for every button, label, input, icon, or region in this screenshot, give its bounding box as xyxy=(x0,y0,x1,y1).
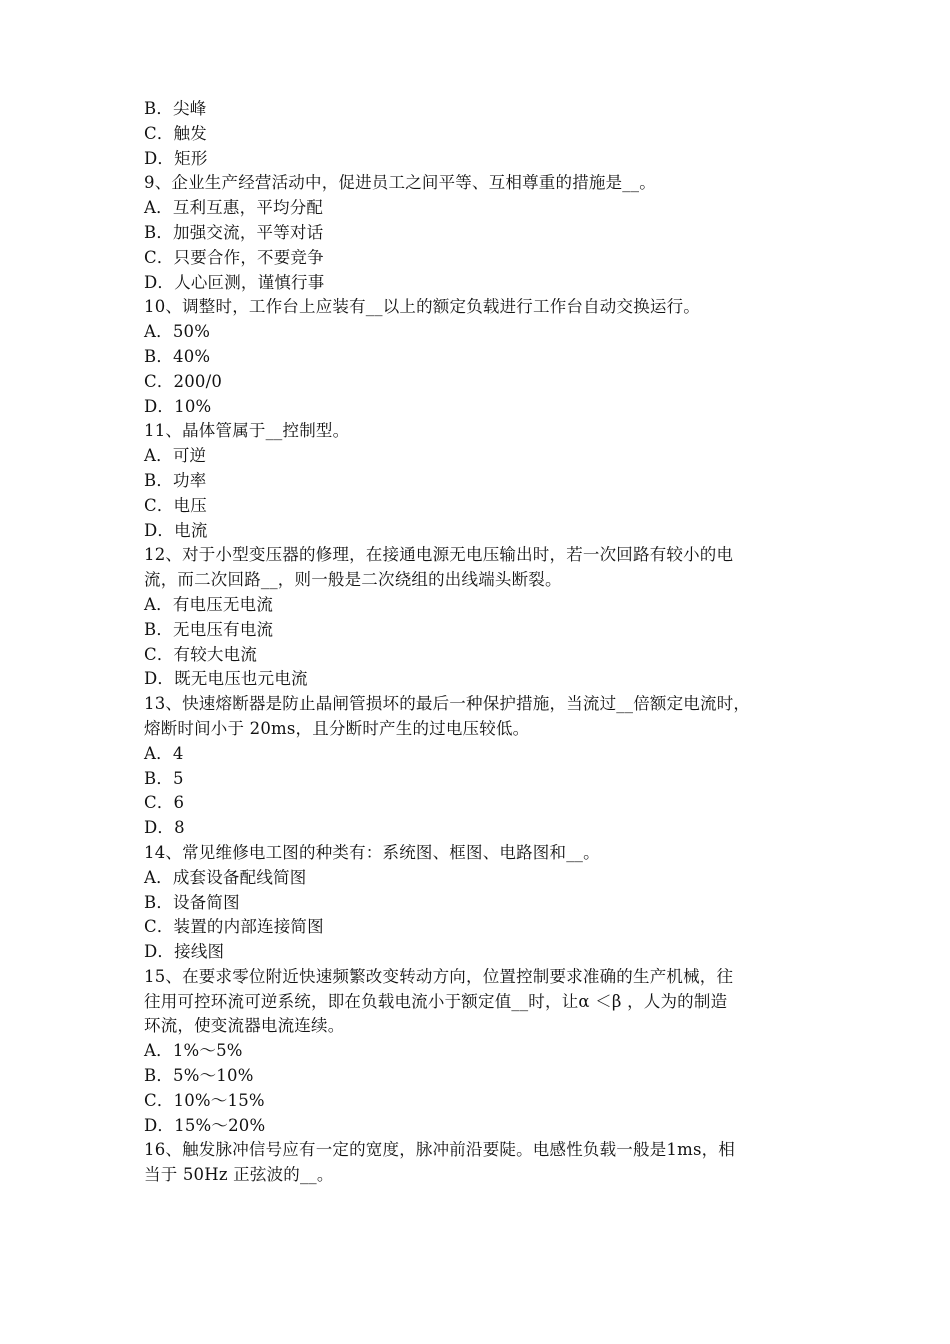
answer-option-line: B．尖峰 xyxy=(144,99,207,118)
question-text-line: 11、晶体管属于__控制型。 xyxy=(144,421,350,441)
answer-option-line: C．电压 xyxy=(144,495,207,515)
answer-option-line: B．40% xyxy=(144,346,211,366)
answer-option-line: C．有较大电流 xyxy=(144,644,258,664)
answer-option-line: D．既无电压也元电流 xyxy=(144,669,308,689)
answer-option-line: C．装置的内部连接简图 xyxy=(144,917,324,937)
document-page xyxy=(144,97,812,1188)
answer-option-line: D．电流 xyxy=(144,520,208,540)
question-text-line: 14、常见维修电工图的种类有：系统图、框图、电路图和__。 xyxy=(144,842,600,862)
answer-option-line: B．5 xyxy=(144,768,184,788)
answer-option-line: C．只要合作，不要竞争 xyxy=(144,247,324,267)
question-text-line: 当于 50Hz 正弦波的__。 xyxy=(144,1165,334,1185)
question-text-line: 16、触发脉冲信号应有一定的宽度，脉冲前沿要陡。电感性负载一般是1ms，相 xyxy=(144,1140,736,1160)
answer-option-line: B．无电压有电流 xyxy=(144,619,274,639)
answer-option-line: A．50% xyxy=(144,322,211,342)
answer-option-line: C．200/0 xyxy=(144,371,223,391)
answer-option-line: A．互利互惠，平均分配 xyxy=(144,198,324,218)
answer-option-line: D．10% xyxy=(144,396,212,416)
answer-option-line: D．矩形 xyxy=(144,148,208,168)
question-text-line: 熔断时间小于 20ms，且分断时产生的过电压较低。 xyxy=(144,718,530,738)
answer-option-line: C．触发 xyxy=(144,123,207,143)
answer-option-line: C．6 xyxy=(144,793,185,813)
answer-option-line: D．8 xyxy=(144,818,185,838)
answer-option-line: B．加强交流，平等对话 xyxy=(144,222,324,242)
question-text-line: 往用可控环流可逆系统，即在负载电流小于额定值__时，让α ＜β ，人为的制造 xyxy=(144,991,728,1011)
question-text-line: 10、调整时，工作台上应装有__以上的额定负载进行工作台自动交换运行。 xyxy=(144,297,700,317)
question-text-line: 13、快速熔断器是防止晶闸管损坏的最后一种保护措施，当流过__倍额定电流时， xyxy=(144,694,751,714)
question-text-line: 15、在要求零位附近快速频繁改变转动方向，位置控制要求准确的生产机械，往 xyxy=(144,966,734,986)
answer-option-line: D．人心叵测，谨慎行事 xyxy=(144,272,325,292)
question-text-line: 环流，使变流器电流连续。 xyxy=(144,1016,345,1036)
answer-option-line: A．4 xyxy=(144,743,184,763)
answer-option-line: D．15%～20% xyxy=(144,1115,266,1135)
answer-option-line: C．10%～15% xyxy=(144,1090,265,1110)
answer-option-line: A．成套设备配线简图 xyxy=(144,867,307,887)
answer-option-line: A．有电压无电流 xyxy=(144,594,274,614)
answer-option-line: B．功率 xyxy=(144,470,207,490)
question-text-line: 9、企业生产经营活动中，促进员工之间平等、互相尊重的措施是__。 xyxy=(144,173,656,193)
question-text-line: 12、对于小型变压器的修理，在接通电源无电压输出时，若一次回路有较小的电 xyxy=(144,545,734,565)
answer-option-line: B．设备简图 xyxy=(144,892,240,912)
answer-option-line: D．接线图 xyxy=(144,942,225,962)
answer-option-line: A．可逆 xyxy=(144,446,207,466)
question-text-line: 流，而二次回路__，则一般是二次绕组的出线端头断裂。 xyxy=(144,570,562,590)
answer-option-line: B．5%～10% xyxy=(144,1066,254,1086)
answer-option-line: A．1%～5% xyxy=(144,1041,243,1061)
